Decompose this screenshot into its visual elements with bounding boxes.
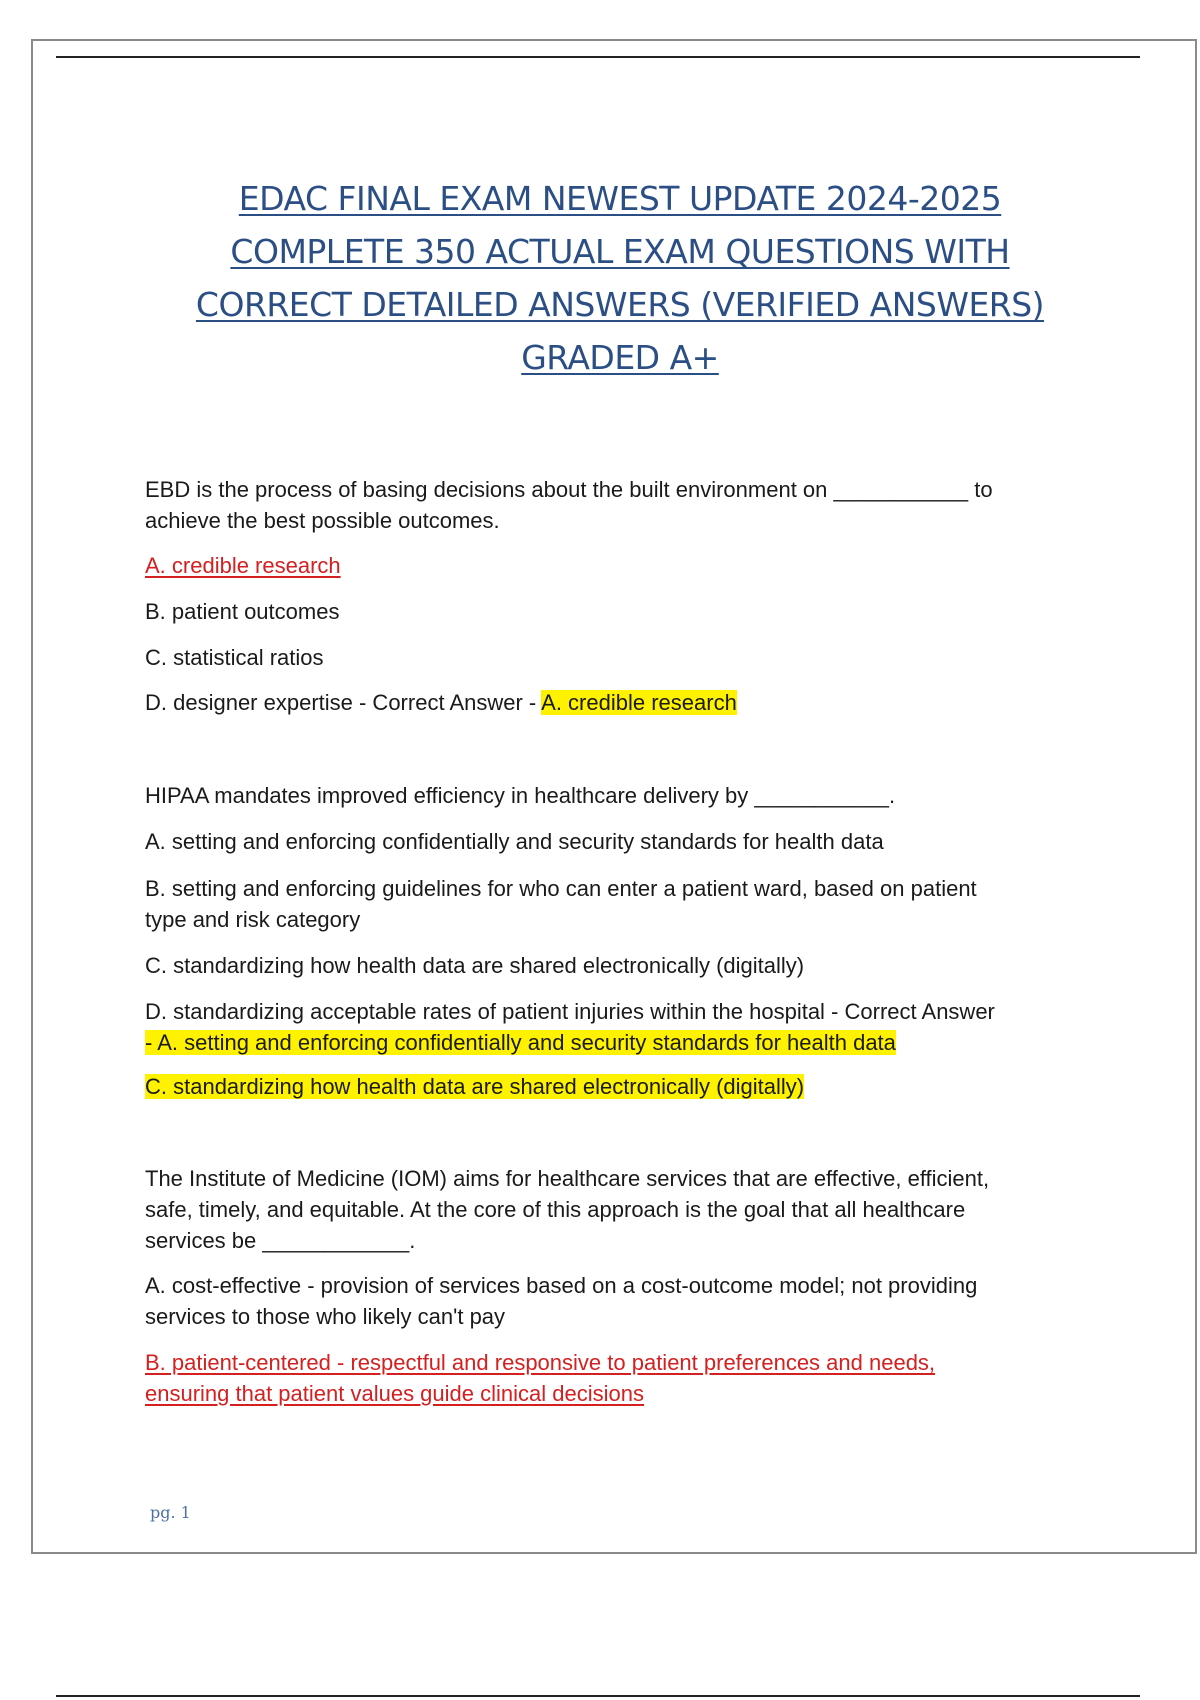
question-2-stem: HIPAA mandates improved efficiency in healthcare delivery by ___________. [145,783,896,808]
question-2-option-c: C. standardizing how health data are shared electronically (digitally) [145,953,805,978]
question-3-option-a-line-1: A. cost-effective - provision of services based on a cost-outcome model; not providing [145,1273,978,1298]
question-1-option-c: C. statistical ratios [145,645,324,670]
question-3-stem-line-1: The Institute of Medicine (IOM) aims for healthcare services that are effective, efficient, [145,1166,990,1191]
header-rule [56,56,1140,58]
title-line-2: COMPLETE 350 ACTUAL EXAM QUESTIONS WITH [230,232,1010,271]
question-1-stem-line-2: achieve the best possible outcomes. [145,508,500,533]
question-2-option-b-line-2: type and risk category [145,907,361,932]
question-1-stem-line-1: EBD is the process of basing decisions about the built environment on ___________ to [145,477,993,502]
question-1-option-a-text: A. credible research [145,553,341,578]
title-line-4: GRADED A+ [521,338,719,377]
question-3-option-b [145,1347,1085,1409]
page-number: pg. 1 [150,1503,191,1522]
question-2-correct-answer-1: - A. setting and enforcing confidentially and security standards for health data [145,1030,896,1055]
question-3-option-a-line-2: services to those who likely can't pay [145,1304,506,1329]
question-3-option-b-line-2: ensuring that patient values guide clinical decisions [145,1381,644,1406]
question-2-option-b-line-1: B. setting and enforcing guidelines for who can enter a patient ward, based on patient [145,876,977,901]
question-1-stem [145,474,1085,536]
document-title [160,172,1080,384]
question-3-option-a [145,1270,1085,1332]
title-line-3: CORRECT DETAILED ANSWERS (VERIFIED ANSWERS) [195,285,1045,324]
question-3-stem [145,1163,1085,1256]
question-2-option-b [145,873,1085,935]
question-1-option-d-text: D. designer expertise - Correct Answer - [145,690,542,715]
next-page-header-rule [56,1695,1140,1697]
question-1-correct-answer: A. credible research [541,690,737,715]
question-3-option-b-line-1: B. patient-centered - respectful and responsive to patient preferences and needs, [145,1350,936,1375]
question-3-stem-line-2: safe, timely, and equitable. At the core of this approach is the goal that all healthcare [145,1197,966,1222]
question-1-option-a [145,550,1085,581]
question-2-option-d [145,996,1085,1058]
question-1-option-d [145,687,1085,718]
question-2-answer-extra [145,1071,1085,1102]
question-2-option-a: A. setting and enforcing confidentially and security standards for health data [145,829,884,854]
question-1-option-b: B. patient outcomes [145,599,340,624]
question-2-correct-answer-2: C. standardizing how health data are shared electronically (digitally) [145,1074,805,1099]
question-2-option-d-text: D. standardizing acceptable rates of patient injuries within the hospital - Correct Answer [145,999,995,1024]
question-3-stem-line-3: services be ____________. [145,1228,416,1253]
title-line-1: EDAC FINAL EXAM NEWEST UPDATE 2024-2025 [238,179,1002,218]
